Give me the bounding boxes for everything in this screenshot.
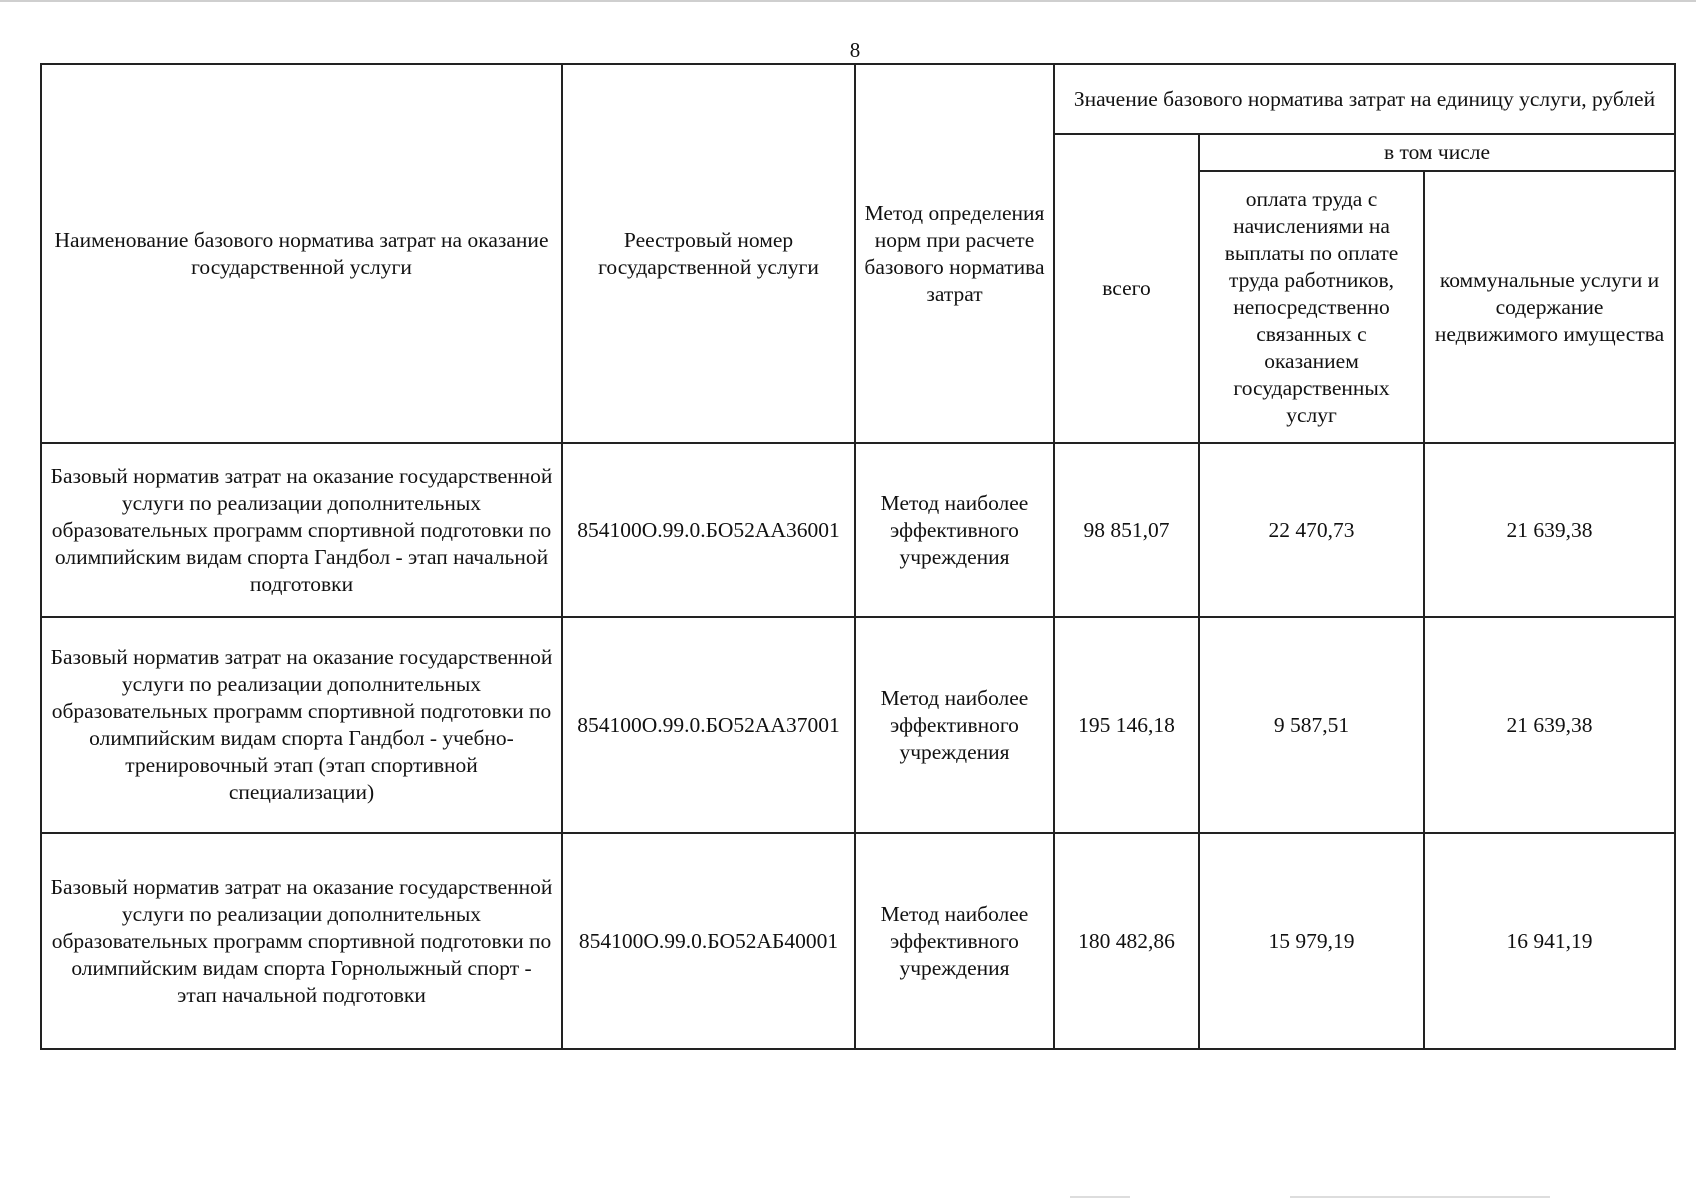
header-utilities: коммунальные услуги и содержание недвижимого имущества	[1424, 171, 1675, 443]
norms-table	[40, 63, 1676, 1050]
cell-total: 195 146,18	[1054, 617, 1199, 833]
cell-method: Метод наиболее эффективного учреждения	[855, 443, 1054, 617]
header-name: Наименование базового норматива затрат на оказание государственной услуги	[41, 64, 562, 443]
cell-registry-number: 854100О.99.0.БО52АА36001	[562, 443, 855, 617]
header-method: Метод определения норм при расчете базового норматива затрат	[855, 64, 1054, 443]
cell-registry-number: 854100О.99.0.БО52АА37001	[562, 617, 855, 833]
table-row	[41, 443, 1675, 617]
cell-labor: 9 587,51	[1199, 617, 1424, 833]
scan-edge-line	[0, 0, 1696, 2]
cell-utilities: 16 941,19	[1424, 833, 1675, 1049]
header-total: всего	[1054, 134, 1199, 443]
page-number: 8	[849, 38, 861, 62]
cell-method: Метод наиболее эффективного учреждения	[855, 833, 1054, 1049]
cell-name: Базовый норматив затрат на оказание государственной услуги по реализации дополнительных образовательных программ спортивной подготовки по олимпийским видам спорта Гандбол - учебно-тренировочный этап (этап спортивной специализации)	[41, 617, 562, 833]
scan-artifact	[1290, 1196, 1550, 1198]
scan-artifact	[1070, 1196, 1130, 1198]
cell-registry-number: 854100О.99.0.БО52АБ40001	[562, 833, 855, 1049]
table-row	[41, 833, 1675, 1049]
cell-name: Базовый норматив затрат на оказание государственной услуги по реализации дополнительных образовательных программ спортивной подготовки по олимпийским видам спорта Горнолыжный спорт - этап начальной подготовки	[41, 833, 562, 1049]
cell-total: 180 482,86	[1054, 833, 1199, 1049]
cell-method: Метод наиболее эффективного учреждения	[855, 617, 1054, 833]
table-header-row	[41, 64, 1675, 134]
cell-name: Базовый норматив затрат на оказание государственной услуги по реализации дополнительных образовательных программ спортивной подготовки по олимпийским видам спорта Гандбол - этап начальной подготовки	[41, 443, 562, 617]
cell-utilities: 21 639,38	[1424, 443, 1675, 617]
header-labor: оплата труда с начислениями на выплаты по оплате труда работников, непосредственно связанных с оказанием государственных услуг	[1199, 171, 1424, 443]
cell-labor: 15 979,19	[1199, 833, 1424, 1049]
cell-labor: 22 470,73	[1199, 443, 1424, 617]
cell-total: 98 851,07	[1054, 443, 1199, 617]
header-including: в том числе	[1199, 134, 1675, 171]
cell-utilities: 21 639,38	[1424, 617, 1675, 833]
header-value-group: Значение базового норматива затрат на единицу услуги, рублей	[1054, 64, 1675, 134]
header-registry-number: Реестровый номер государственной услуги	[562, 64, 855, 443]
table-row	[41, 617, 1675, 833]
